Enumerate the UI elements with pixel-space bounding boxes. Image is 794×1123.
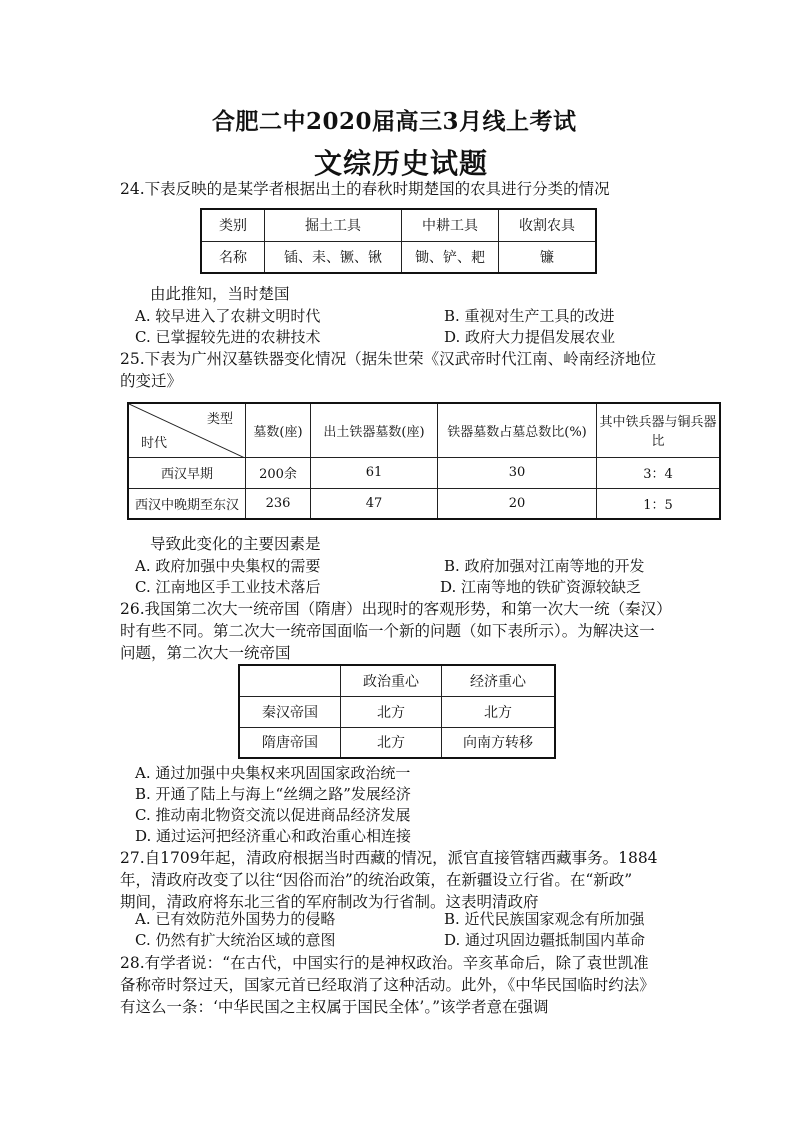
q27-stem-line-3: 期间，清政府将东北三省的军府制改为行省制。这表明清政府 — [120, 893, 539, 911]
q26-stem-line-1: 26.我国第二次大一统帝国（隋唐）出现时的客观形势，和第一次大一统（秦汉） — [120, 600, 672, 618]
q25-option-d: D. 江南等地的铁矿资源较缺乏 — [440, 578, 642, 596]
q25-diagonal-header-cell — [128, 403, 246, 457]
q26-option-d: D. 通过运河把经济重心和政治重心相连接 — [135, 827, 412, 845]
q26-table-cell: 北方 — [341, 696, 442, 727]
q25-table-cell: 47 — [311, 488, 438, 519]
q25-diag-top-label: 类型 — [206, 412, 233, 427]
q25-table-cell: 西汉中晚期至东汉 — [128, 488, 246, 519]
q26-table-cell: 向南方转移 — [442, 727, 556, 758]
q25-table-cell: 30 — [438, 457, 597, 488]
q24-lead: 由此推知，当时楚国 — [150, 285, 290, 303]
q25-stem-line-1: 25.下表为广州汉墓铁器变化情况（据朱世荣《汉武帝时代江南、岭南经济地位 — [120, 350, 657, 368]
q25-table-header: 铁器墓数占墓总数比(%) — [438, 403, 597, 457]
q26-table-cell: 北方 — [442, 696, 556, 727]
q26-table-header: 政治重心 — [341, 665, 442, 696]
q26-table-cell: 隋唐帝国 — [239, 727, 341, 758]
q26-table-cell: 秦汉帝国 — [239, 696, 341, 727]
q27-option-a: A. 已有效防范外国势力的侵略 — [135, 910, 336, 928]
q26-table-corner — [239, 665, 341, 696]
q26-table — [238, 664, 556, 759]
exam-title: 合肥二中2020届高三3月线上考试 — [212, 108, 577, 135]
q25-table-cell: 61 — [311, 457, 438, 488]
q24-option-a: A. 较早进入了农耕文明时代 — [135, 307, 321, 325]
q26-option-a: A. 通过加强中央集权来巩固国家政治统一 — [135, 764, 411, 782]
q26-stem-line-3: 问题，第二次大一统帝国 — [120, 644, 291, 662]
q26-option-b: B. 开通了陆上与海上“丝绸之路”发展经济 — [135, 785, 411, 803]
q25-table-header: 出土铁器墓数(座) — [311, 403, 438, 457]
q25-table — [127, 402, 721, 520]
q24-table-cell: 名称 — [201, 241, 265, 273]
q24-table — [200, 208, 597, 274]
q27-option-b: B. 近代民族国家观念有所加强 — [444, 910, 645, 928]
q26-table-header: 经济重心 — [442, 665, 556, 696]
q25-table-cell: 3：4 — [597, 457, 721, 488]
q27-stem-line-1: 27.自1709年起，清政府根据当时西藏的情况，派官直接管辖西藏事务。1884 — [120, 849, 658, 867]
q24-table-cell: 锸、耒、镢、锹 — [265, 241, 402, 273]
q24-table-header: 中耕工具 — [402, 209, 499, 241]
q24-stem: 24.下表反映的是某学者根据出土的春秋时期楚国的农具进行分类的情况 — [120, 180, 610, 198]
q24-table-header: 掘土工具 — [265, 209, 402, 241]
q25-table-header: 其中铁兵器与铜兵器比 — [597, 403, 721, 457]
q24-option-c: C. 已掌握较先进的农耕技术 — [135, 328, 321, 346]
q25-stem-line-2: 的变迁》 — [120, 372, 183, 390]
q28-stem-line-3: 有这么一条：‘中华民国之主权属于国民全体’。”该学者意在强调 — [120, 998, 549, 1016]
q24-table-header: 类别 — [201, 209, 265, 241]
q24-option-d: D. 政府大力提倡发展农业 — [444, 328, 616, 346]
q27-option-c: C. 仍然有扩大统治区域的意图 — [135, 931, 336, 949]
q27-stem-line-2: 年，清政府改变了以往“因俗而治”的统治政策，在新疆设立行省。在“新政” — [120, 871, 633, 889]
q25-table-cell: 200余 — [246, 457, 311, 488]
q26-stem-line-2: 时有些不同。第二次大一统帝国面临一个新的问题（如下表所示）。为解决这一 — [120, 622, 655, 640]
q25-option-b: B. 政府加强对江南等地的开发 — [444, 557, 645, 575]
q25-diag-bottom-label: 时代 — [141, 435, 168, 451]
q25-table-cell: 236 — [246, 488, 311, 519]
q28-stem-line-1: 28.有学者说：“在古代，中国实行的是神权政治。辛亥革命后，除了袁世凯准 — [120, 954, 649, 972]
q27-option-d: D. 通过巩固边疆抵制国内革命 — [444, 931, 646, 949]
q25-option-a: A. 政府加强中央集权的需要 — [135, 557, 321, 575]
q25-table-header: 墓数(座) — [246, 403, 311, 457]
q26-option-c: C. 推动南北物资交流以促进商品经济发展 — [135, 806, 411, 824]
q25-table-cell: 1：5 — [597, 488, 721, 519]
q25-option-c: C. 江南地区手工业技术落后 — [135, 578, 321, 596]
q24-table-cell: 锄、铲、耙 — [402, 241, 499, 273]
q26-table-cell: 北方 — [341, 727, 442, 758]
q24-table-cell: 镰 — [499, 241, 597, 273]
q25-lead: 导致此变化的主要因素是 — [150, 535, 321, 553]
q24-table-header: 收割农具 — [499, 209, 597, 241]
q25-table-cell: 西汉早期 — [128, 457, 246, 488]
q24-option-b: B. 重视对生产工具的改进 — [444, 307, 615, 325]
q28-stem-line-2: 备称帝时祭过天，国家元首已经取消了这种活动。此外，《中华民国临时约法》 — [120, 976, 655, 994]
q25-table-cell: 20 — [438, 488, 597, 519]
exam-subtitle: 文综历史试题 — [314, 147, 489, 180]
